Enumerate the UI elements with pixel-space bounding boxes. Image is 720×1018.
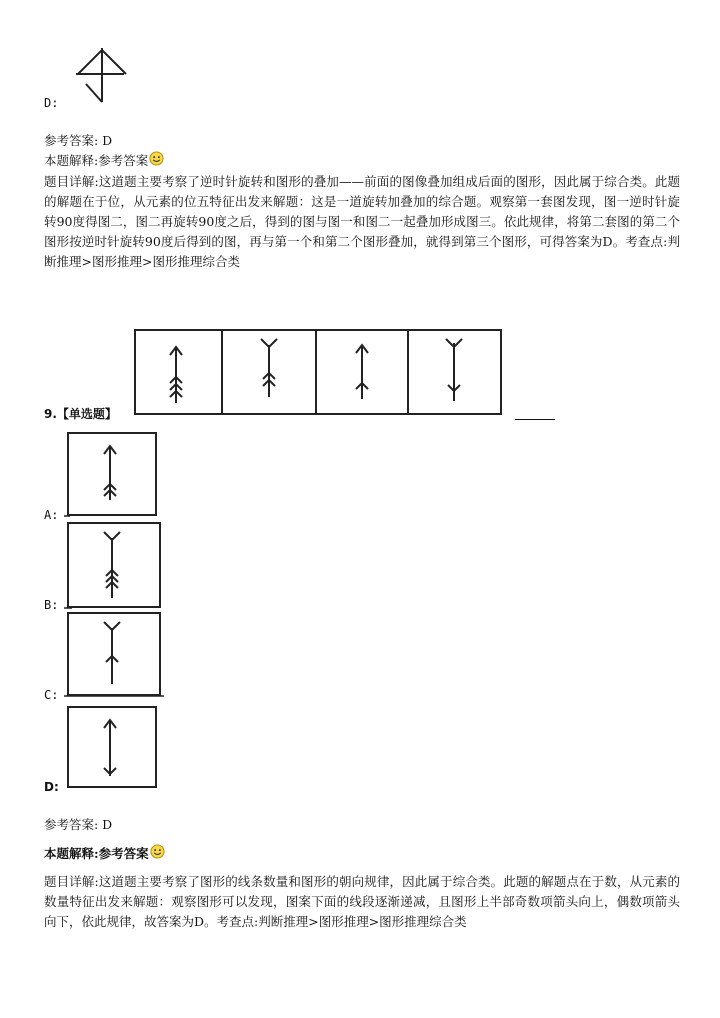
option-b-figure[interactable]	[64, 522, 162, 610]
option-a-figure[interactable]	[64, 432, 158, 518]
question-figure-strip	[134, 329, 502, 415]
option-c-figure[interactable]	[64, 612, 164, 698]
smiley-icon	[149, 151, 164, 166]
smiley-icon	[150, 844, 165, 859]
option-c-label: C:	[44, 688, 59, 702]
answer-label-prev: 参考答案: D	[44, 133, 113, 148]
detail: 题目详解:这道题主要考察了图形的线条数量和图形的朝向规律，因此属于综合类。此题的解题点在于数，从元素的数量特征出发来解题：观察图形可以发现，图案下面的线段逐渐递减，且图形上半部奇数项箭头向上，偶数项箭头向下，依此规律，故答案为D。考查点:判断推理>图形推理>图形推理综合类	[44, 874, 680, 929]
option-d-label: D:	[44, 780, 59, 794]
option-a-label: A:	[44, 508, 59, 522]
explain-title	[44, 844, 165, 864]
explain-title-text: 本题解释:参考答案	[44, 846, 149, 861]
answer-blank	[515, 419, 555, 420]
option-d-label-prev: D:	[44, 96, 59, 110]
explain-title-text: 本题解释:参考答案	[44, 153, 149, 168]
option-b-label: B:	[44, 598, 59, 612]
question-number: 9.【单选题】	[44, 407, 117, 421]
option-d-figure-prev	[72, 44, 128, 106]
option-d-figure[interactable]	[64, 706, 160, 792]
explain-title-prev	[44, 151, 164, 171]
answer-label: 参考答案: D	[44, 817, 113, 832]
detail-prev: 题目详解:这道题主要考察了逆时针旋转和图形的叠加——前面的图像叠加组成后面的图形，因此属于综合类。此题的解题在于位，从元素的位五特征出发来解题：这是一道旋转加叠加的综合题。观察第一套图发现，图一逆时针旋转90度得图二，图二再旋转90度之后，得到的图与图一和图二一起叠加形成图三。依此规律，将第二套图的第二个图形按逆时针旋转90度后得到的图，再与第一个和第二个图形叠加，就得到第三个图形，可得答案为D。考查点:判断推理>图形推理>图形推理综合类	[44, 174, 680, 269]
